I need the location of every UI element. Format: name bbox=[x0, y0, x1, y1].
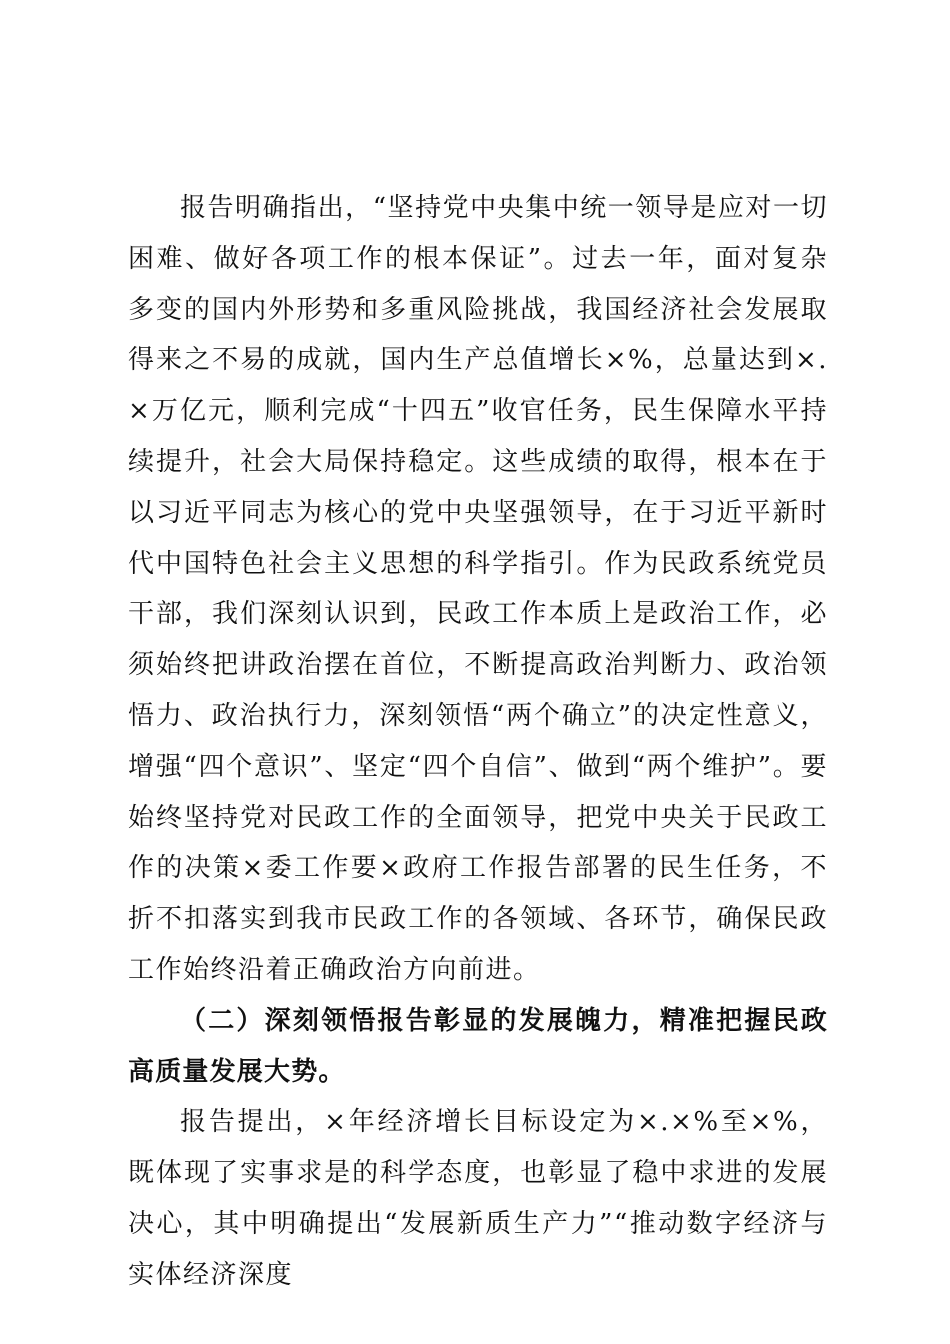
document-body bbox=[128, 183, 828, 1301]
paragraph-party-leadership: 报告明确指出，“坚持党中央集中统一领导是应对一切困难、做好各项工作的根本保证”。过去一年，面对复杂多变的国内外形势和多重风险挑战，我国经济社会发展取得来之不易的成就，国内生产总值增长×%，总量达到×.×万亿元，顺利完成“十四五”收官任务，民生保障水平持续提升，社会大局保持稳定。这些成绩的取得，根本在于以习近平同志为核心的党中央坚强领导，在于习近平新时代中国特色社会主义思想的科学指引。作为民政系统党员干部，我们深刻认识到，民政工作本质上是政治工作，必须始终把讲政治摆在首位，不断提高政治判断力、政治领悟力、政治执行力，深刻领悟“两个确立”的决定性意义，增强“四个意识”、坚定“四个自信”、做到“两个维护”。要始终坚持党对民政工作的全面领导，把党中央关于民政工作的决策×委工作要×政府工作报告部署的民生任务，不折不扣落实到我市民政工作的各领域、各环节，确保民政工作始终沿着正确政治方向前进。 bbox=[128, 193, 828, 985]
section-heading-two: （二）深刻领悟报告彰显的发展魄力，精准把握民政高质量发展大势。 bbox=[128, 1005, 828, 1087]
paragraph-growth-target: 报告提出，×年经济增长目标设定为×.×%至×%，既体现了实事求是的科学态度，也彰显了稳中求进的发展决心，其中明确提出“发展新质生产力”“推动数字经济与实体经济深度 bbox=[128, 1107, 828, 1290]
